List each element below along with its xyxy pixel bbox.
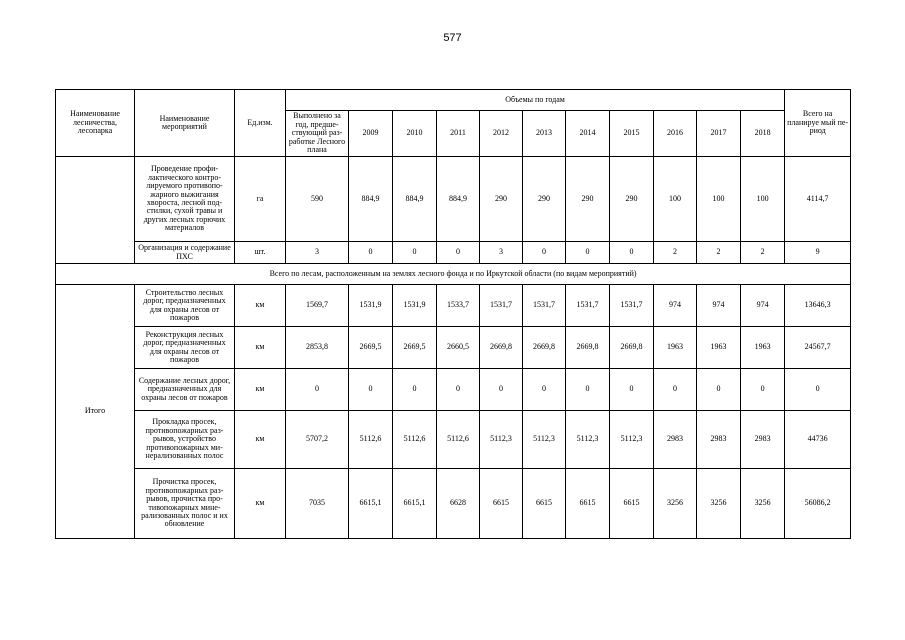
value-cell: 2669,5: [349, 327, 393, 369]
header-year: 2018: [741, 111, 785, 157]
activity-cell: Содержание лесных дорог, предназначенных для охраны лесов от пожаров: [135, 369, 235, 411]
header-year: 2013: [523, 111, 566, 157]
value-cell: 3: [286, 242, 349, 264]
value-cell: 1531,9: [393, 285, 437, 327]
value-cell: 0: [610, 242, 654, 264]
value-cell: 3256: [697, 469, 741, 539]
value-cell: 0: [523, 369, 566, 411]
value-cell: 2983: [697, 411, 741, 469]
value-cell: 884,9: [349, 157, 393, 242]
value-cell: 9: [785, 242, 851, 264]
unit-cell: км: [235, 327, 286, 369]
activity-cell: Прокладка просек, противопожарных раз-рывов, устройство противопожарных ми-нерализованных полос: [135, 411, 235, 469]
value-cell: 0: [523, 242, 566, 264]
value-cell: 1531,7: [480, 285, 523, 327]
value-cell: 0: [697, 369, 741, 411]
value-cell: 3: [480, 242, 523, 264]
value-cell: 2669,8: [566, 327, 610, 369]
activity-cell: Строительство лесных дорог, предназначенных для охраны лесов от пожаров: [135, 285, 235, 327]
header-year: 2017: [697, 111, 741, 157]
header-year: 2014: [566, 111, 610, 157]
value-cell: 2669,8: [523, 327, 566, 369]
unit-cell: км: [235, 411, 286, 469]
value-cell: 13646,3: [785, 285, 851, 327]
summary-title: Всего по лесам, расположенным на землях лесного фонда и по Иркутской области (по видам мероприятий): [56, 264, 851, 285]
value-cell: 1531,7: [566, 285, 610, 327]
page-number: 577: [443, 32, 462, 44]
value-cell: 1531,7: [610, 285, 654, 327]
value-cell: 2669,8: [480, 327, 523, 369]
value-cell: 44736: [785, 411, 851, 469]
value-cell: 24567,7: [785, 327, 851, 369]
value-cell: 2983: [741, 411, 785, 469]
header-volumes-by-year: Объемы по годам: [286, 90, 785, 111]
header-year: 2015: [610, 111, 654, 157]
forest-area-cell: [56, 157, 135, 264]
value-cell: 974: [654, 285, 697, 327]
value-cell: 100: [654, 157, 697, 242]
value-cell: 590: [286, 157, 349, 242]
value-cell: 0: [286, 369, 349, 411]
value-cell: 6615: [566, 469, 610, 539]
value-cell: 2: [741, 242, 785, 264]
value-cell: 1531,7: [523, 285, 566, 327]
value-cell: 6615: [523, 469, 566, 539]
value-cell: 6615: [610, 469, 654, 539]
activity-cell: Реконструкция лесных дорог, предназначенных для охраны лесов от пожаров: [135, 327, 235, 369]
unit-cell: км: [235, 285, 286, 327]
table-row: [56, 157, 851, 242]
value-cell: 1963: [697, 327, 741, 369]
value-cell: 5112,3: [480, 411, 523, 469]
header-unit: Ед.изм.: [235, 90, 286, 157]
value-cell: 0: [393, 369, 437, 411]
value-cell: 5112,3: [523, 411, 566, 469]
header-activity: Наименование мероприятий: [135, 90, 235, 157]
value-cell: 5707,2: [286, 411, 349, 469]
table-row: [56, 469, 851, 539]
value-cell: 884,9: [393, 157, 437, 242]
value-cell: 0: [785, 369, 851, 411]
value-cell: 0: [480, 369, 523, 411]
value-cell: 1531,9: [349, 285, 393, 327]
unit-cell: км: [235, 369, 286, 411]
value-cell: 1963: [741, 327, 785, 369]
value-cell: 7035: [286, 469, 349, 539]
value-cell: 974: [741, 285, 785, 327]
header-year: 2010: [393, 111, 437, 157]
activity-cell: Прочистка просек, противопожарных раз-рывов, прочистка про-тивопожарных мине-рализованных полос и их обновление: [135, 469, 235, 539]
value-cell: 0: [610, 369, 654, 411]
value-cell: 6615: [480, 469, 523, 539]
value-cell: 56086,2: [785, 469, 851, 539]
activity-cell: Проведение профи-лактического контро-лируемого противопо-жарного выжигания хворостa, лесной под-стилки, сухой травы и других лесных горючих материалов: [135, 157, 235, 242]
value-cell: 3256: [741, 469, 785, 539]
table-row: [56, 369, 851, 411]
header-year: 2009: [349, 111, 393, 157]
forest-fire-activities-table: [55, 89, 851, 539]
value-cell: 5112,6: [349, 411, 393, 469]
value-cell: 5112,3: [610, 411, 654, 469]
value-cell: 0: [654, 369, 697, 411]
value-cell: 0: [393, 242, 437, 264]
header-year: 2016: [654, 111, 697, 157]
value-cell: 974: [697, 285, 741, 327]
value-cell: 2669,8: [610, 327, 654, 369]
value-cell: 4114,7: [785, 157, 851, 242]
value-cell: 0: [437, 242, 480, 264]
value-cell: 1533,7: [437, 285, 480, 327]
value-cell: 100: [741, 157, 785, 242]
value-cell: 5112,3: [566, 411, 610, 469]
value-cell: 0: [349, 242, 393, 264]
value-cell: 0: [349, 369, 393, 411]
value-cell: 5112,6: [437, 411, 480, 469]
value-cell: 6628: [437, 469, 480, 539]
table-row: [56, 411, 851, 469]
header-year: 2012: [480, 111, 523, 157]
value-cell: 2853,8: [286, 327, 349, 369]
value-cell: 2669,5: [393, 327, 437, 369]
activity-cell: Организация и содержание ПХС: [135, 242, 235, 264]
unit-cell: га: [235, 157, 286, 242]
value-cell: 5112,6: [393, 411, 437, 469]
unit-cell: км: [235, 469, 286, 539]
value-cell: 2: [654, 242, 697, 264]
table-row: [56, 242, 851, 264]
value-cell: 290: [480, 157, 523, 242]
value-cell: 6615,1: [393, 469, 437, 539]
value-cell: 6615,1: [349, 469, 393, 539]
value-cell: 0: [566, 242, 610, 264]
header-year: 2011: [437, 111, 480, 157]
value-cell: 100: [697, 157, 741, 242]
value-cell: 1963: [654, 327, 697, 369]
value-cell: 290: [610, 157, 654, 242]
value-cell: 2660,5: [437, 327, 480, 369]
table-row: [56, 327, 851, 369]
table-row: [56, 285, 851, 327]
header-forest-area: Наименование лесничества, лесопарка: [56, 90, 135, 157]
value-cell: 0: [437, 369, 480, 411]
value-cell: 1569,7: [286, 285, 349, 327]
value-cell: 884,9: [437, 157, 480, 242]
value-cell: 3256: [654, 469, 697, 539]
value-cell: 2: [697, 242, 741, 264]
unit-cell: шт.: [235, 242, 286, 264]
value-cell: 290: [566, 157, 610, 242]
header-total-planned: Всего на планируе мый пе-риод: [785, 90, 851, 157]
value-cell: 0: [566, 369, 610, 411]
itogo-label: Итого: [56, 285, 135, 539]
value-cell: 2983: [654, 411, 697, 469]
header-completed-before: Выполнено за год, предше-ствующий раз-работке Лесного плана: [286, 111, 349, 157]
value-cell: 290: [523, 157, 566, 242]
value-cell: 0: [741, 369, 785, 411]
